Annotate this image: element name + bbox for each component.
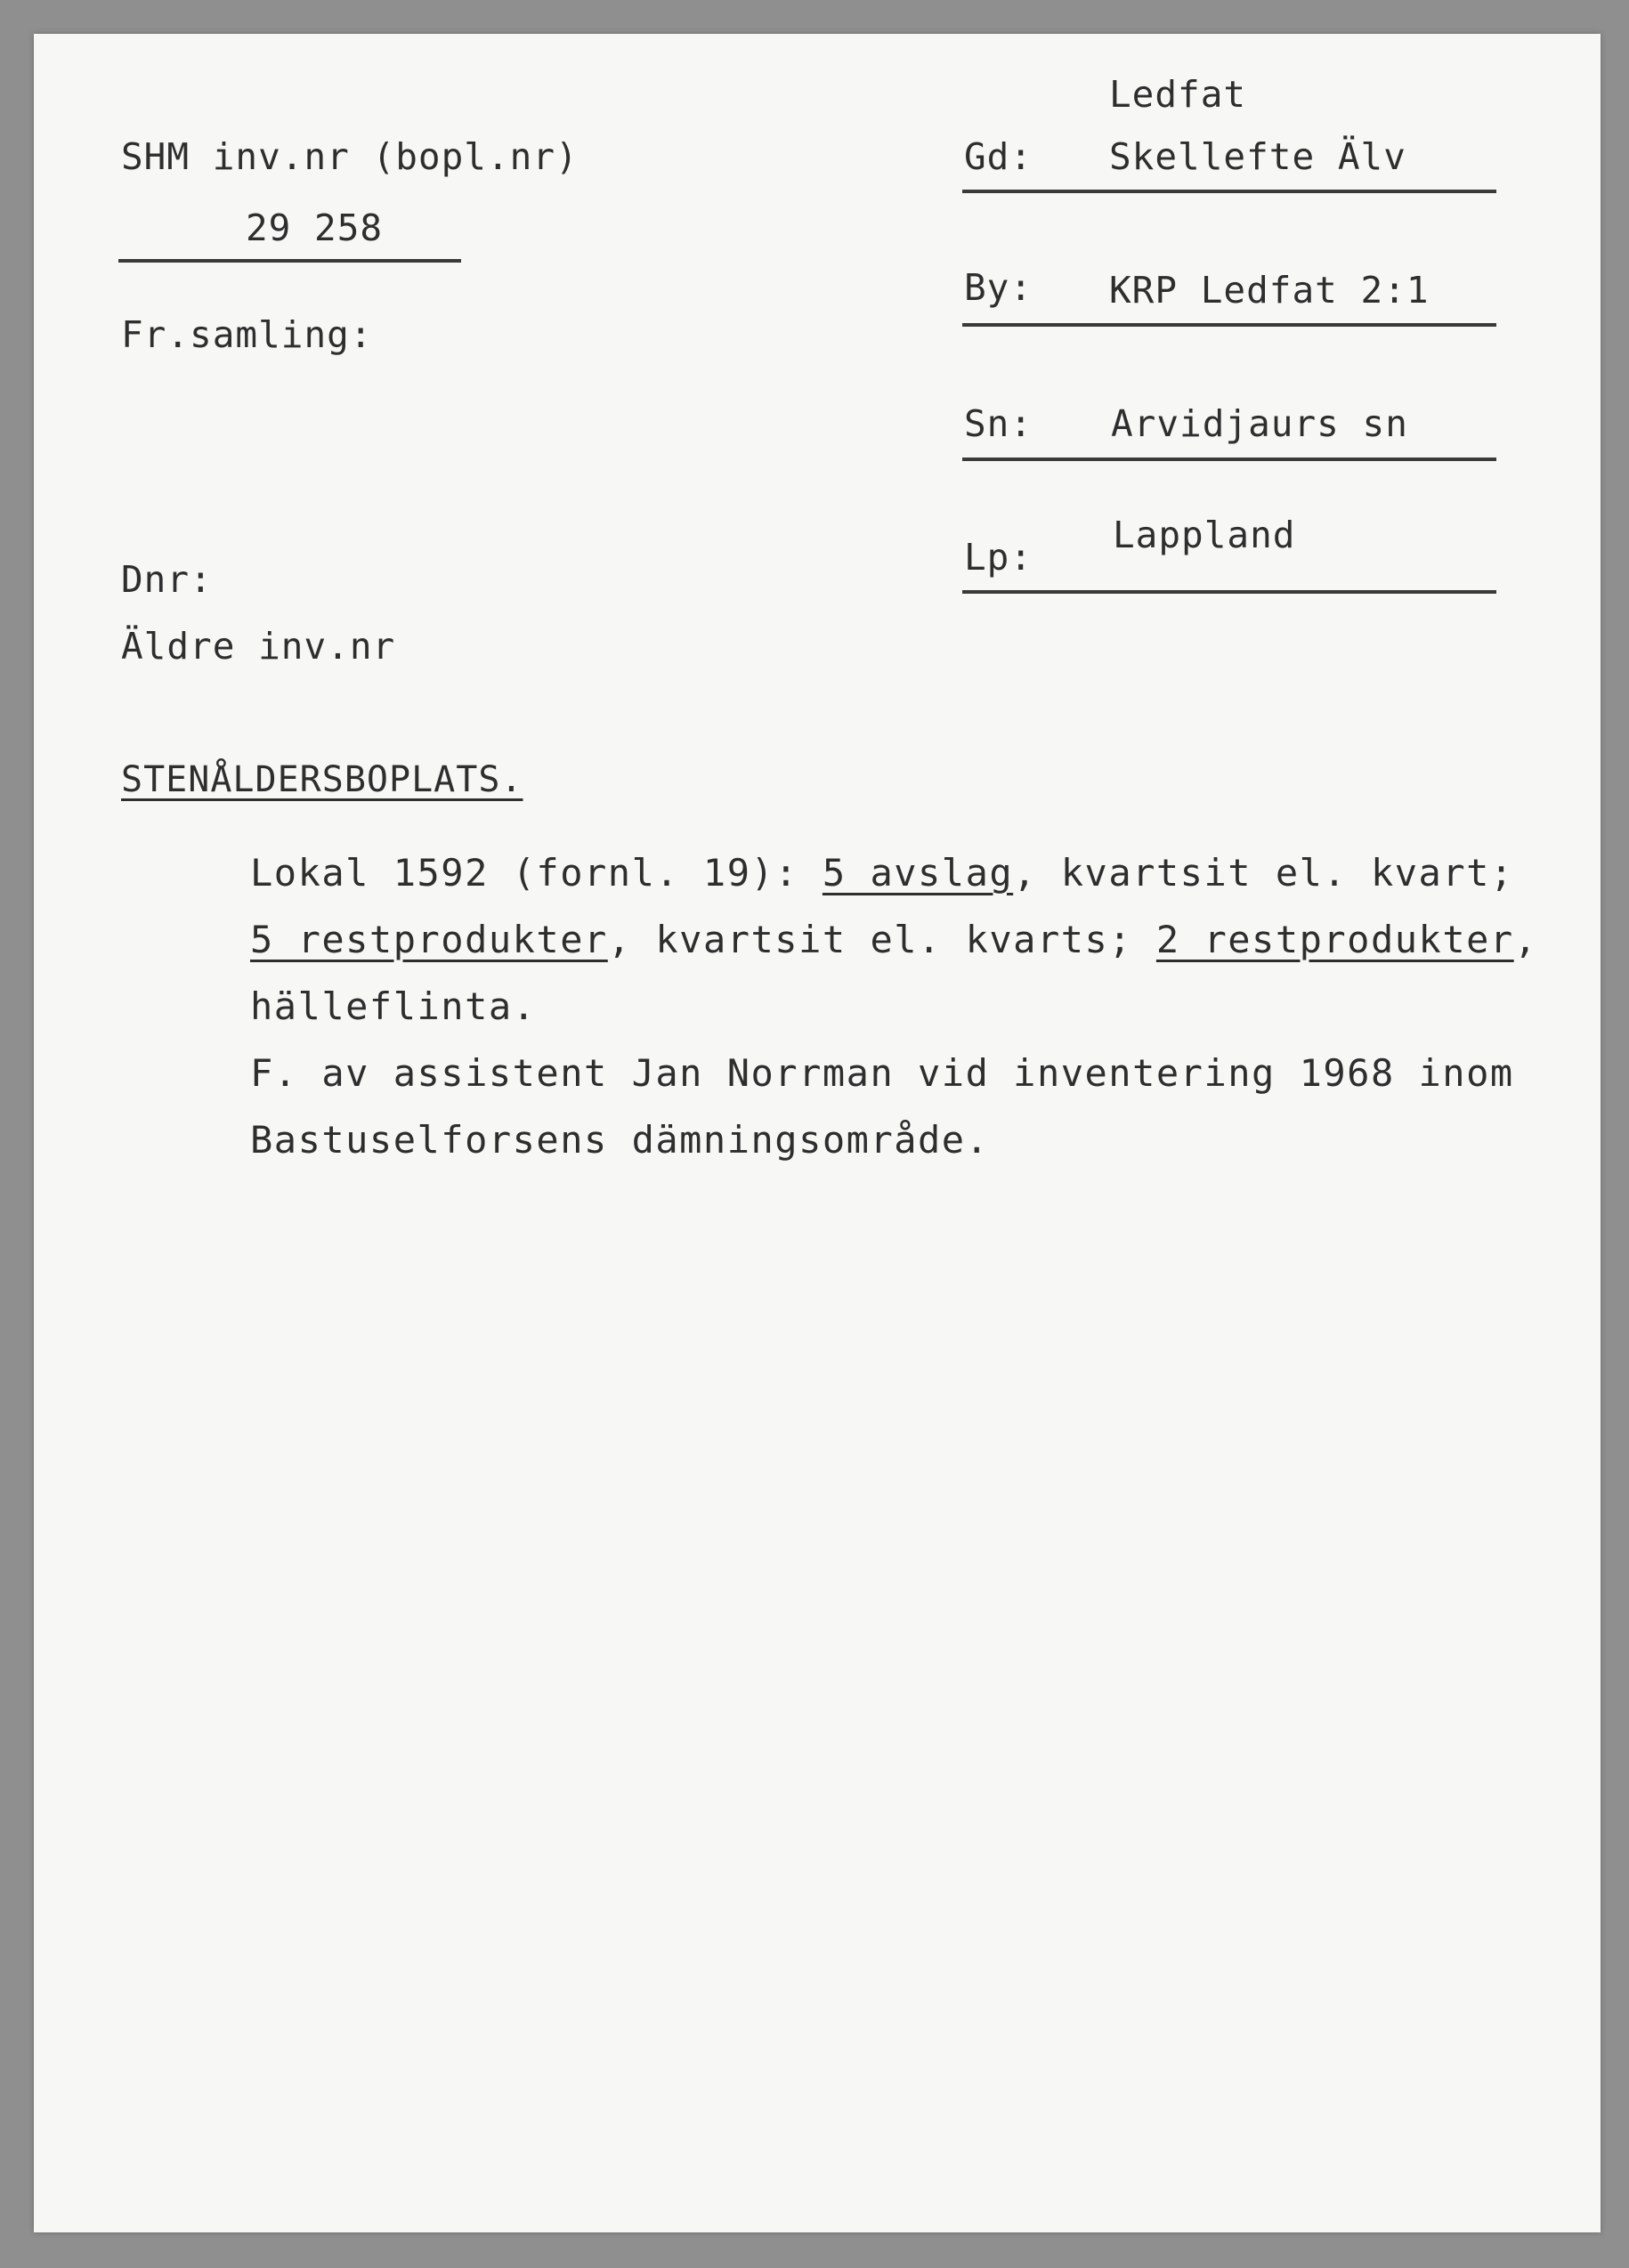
- body-line-1: [250, 851, 1514, 895]
- gd-underline: [962, 190, 1496, 193]
- body-line-1-b: , kvartsit el. kvart;: [1013, 851, 1514, 895]
- sn-value: Arvidjaurs sn: [1111, 402, 1408, 445]
- body-line-1-a: Lokal 1592 (fornl. 19):: [250, 851, 823, 895]
- inv-number: 29 258: [246, 207, 384, 249]
- lp-label: Lp:: [964, 536, 1033, 579]
- lp-value: Lappland: [1113, 514, 1296, 556]
- body-line-2-a: , kvartsit el. kvarts;: [607, 918, 1156, 961]
- lp-underline: [962, 590, 1496, 594]
- body-line-1-underlined: 5 avslag: [822, 851, 1014, 895]
- sn-label: Sn:: [964, 402, 1033, 445]
- gd-above-value: Ledfat: [1109, 73, 1247, 116]
- by-underline: [962, 323, 1496, 327]
- sn-underline: [962, 458, 1496, 461]
- inv-underline: [118, 259, 461, 263]
- body-line-5: Bastuselforsens dämningsområde.: [250, 1118, 990, 1162]
- gd-value: Skellefte Älv: [1109, 135, 1406, 178]
- aldre-inv-label: Äldre inv.nr: [121, 625, 396, 668]
- body-line-2-underlined-1: 5 restprodukter: [250, 918, 608, 961]
- body-line-2: [250, 918, 1537, 961]
- site-heading: STENÅLDERSBOPLATS.: [121, 759, 523, 800]
- body-line-4: F. av assistent Jan Norrman vid inventering 1968 inom: [250, 1051, 1514, 1095]
- body-line-2-underlined-2: 2 restprodukter: [1155, 918, 1514, 961]
- index-card: [34, 34, 1601, 2232]
- by-label: By:: [964, 266, 1033, 309]
- inv-label: SHM inv.nr (bopl.nr): [121, 135, 579, 178]
- by-value: KRP Ledfat 2:1: [1109, 269, 1430, 312]
- body-line-3: hälleflinta.: [250, 984, 537, 1028]
- dnr-label: Dnr:: [121, 558, 213, 601]
- gd-label: Gd:: [964, 135, 1033, 178]
- body-line-2-b: ,: [1513, 918, 1538, 961]
- fr-samling-label: Fr.samling:: [121, 313, 373, 356]
